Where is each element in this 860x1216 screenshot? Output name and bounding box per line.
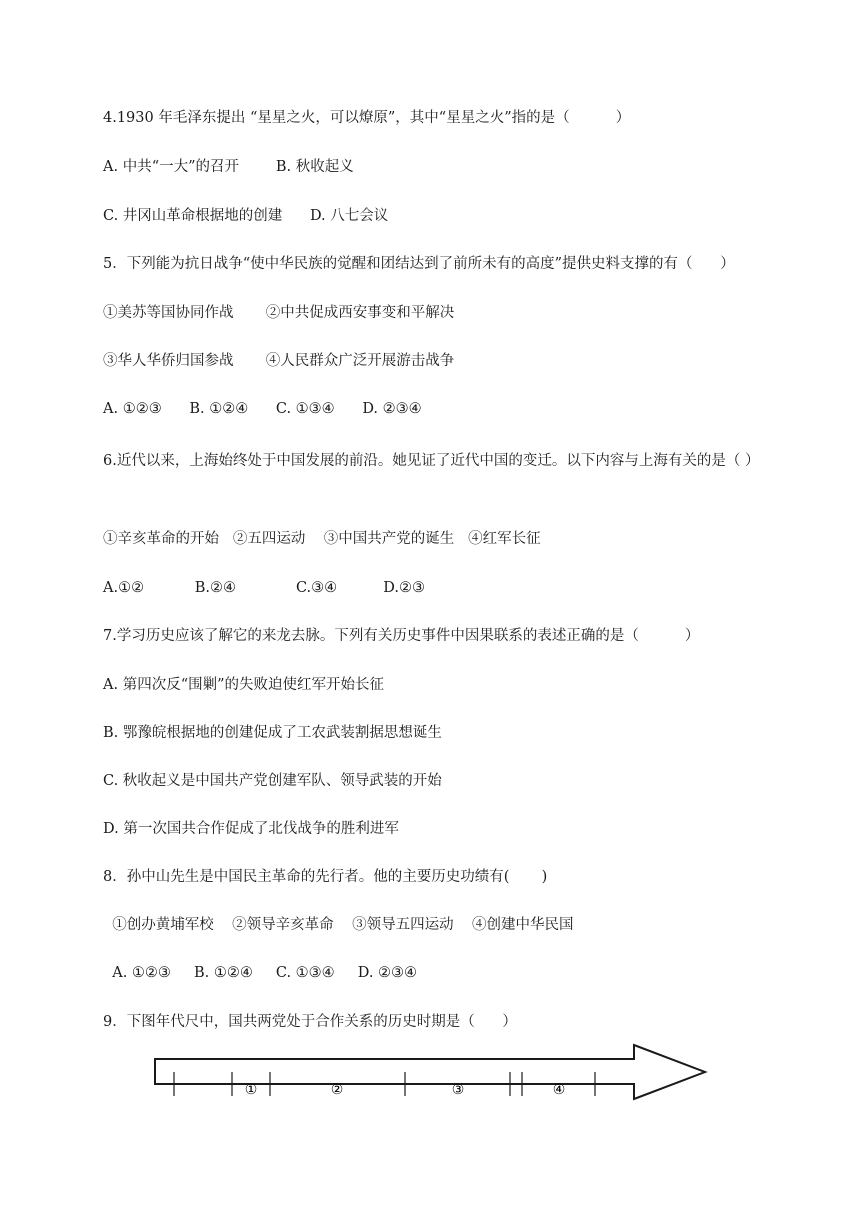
q9-stem: 9．下图年代尺中，国共两党处于合作关系的历史时期是（ ） xyxy=(103,1014,517,1030)
q6-stem: 6.近代以来，上海始终处于中国发展的前沿。她见证了近代中国的变迁。以下内容与上海有关的是（ ） xyxy=(103,453,760,469)
q7-stem: 7.学习历史应该了解它的来龙去脉。下列有关历史事件中因果联系的表述正确的是（ ） xyxy=(103,628,700,644)
q5-options: A. ①②③ B. ①②④ C. ①③④ D. ②③④ xyxy=(103,401,422,417)
q5-stem: 5．下列能为抗日战争“使中华民族的觉醒和团结达到了前所未有的高度”提供史料支撑的有（ ） xyxy=(103,256,735,272)
q4-options-row1: A. 中共“一大”的召开 B. 秋收起义 xyxy=(103,159,354,175)
q8-items: ①创办黄埔军校 ②领导辛亥革命 ③领导五四运动 ④创建中华民国 xyxy=(103,917,574,933)
timeline-label-2: ② xyxy=(330,1082,344,1098)
q8-stem: 8．孙中山先生是中国民主革命的先行者。他的主要历史功绩有( ) xyxy=(103,869,548,885)
q6-options: A.①② B.②④ C.③④ D.②③ xyxy=(103,580,425,596)
q5-items-row1: ①美苏等国协同作战 ②中共促成西安事变和平解决 xyxy=(103,305,455,321)
q7-option-d: D. 第一次国共合作促成了北伐战争的胜利进军 xyxy=(103,821,399,837)
q6-items: ①辛亥革命的开始 ②五四运动 ③中国共产党的诞生 ④红军长征 xyxy=(103,531,541,547)
q4-options-row2: C. 井冈山革命根据地的创建 D. 八七会议 xyxy=(103,208,389,224)
q5-items-row2: ③华人华侨归国参战 ④人民群众广泛开展游击战争 xyxy=(103,353,455,369)
timeline-label-4: ④ xyxy=(552,1082,566,1098)
timeline-label-1: ① xyxy=(244,1082,258,1098)
timeline-arrow xyxy=(150,1040,720,1104)
q4-stem: 4.1930 年毛泽东提出 “星星之火，可以燎原”，其中“星星之火”指的是（ ） xyxy=(103,110,631,126)
q7-option-c: C. 秋收起义是中国共产党创建军队、领导武装的开始 xyxy=(103,773,442,789)
q7-option-b: B. 鄂豫皖根据地的创建促成了工农武装割据思想诞生 xyxy=(103,725,442,741)
q7-option-a: A. 第四次反“围剿”的失败迫使红军开始长征 xyxy=(103,677,385,693)
q8-options: A. ①②③ B. ①②④ C. ①③④ D. ②③④ xyxy=(103,965,418,981)
timeline-label-3: ③ xyxy=(451,1082,465,1098)
